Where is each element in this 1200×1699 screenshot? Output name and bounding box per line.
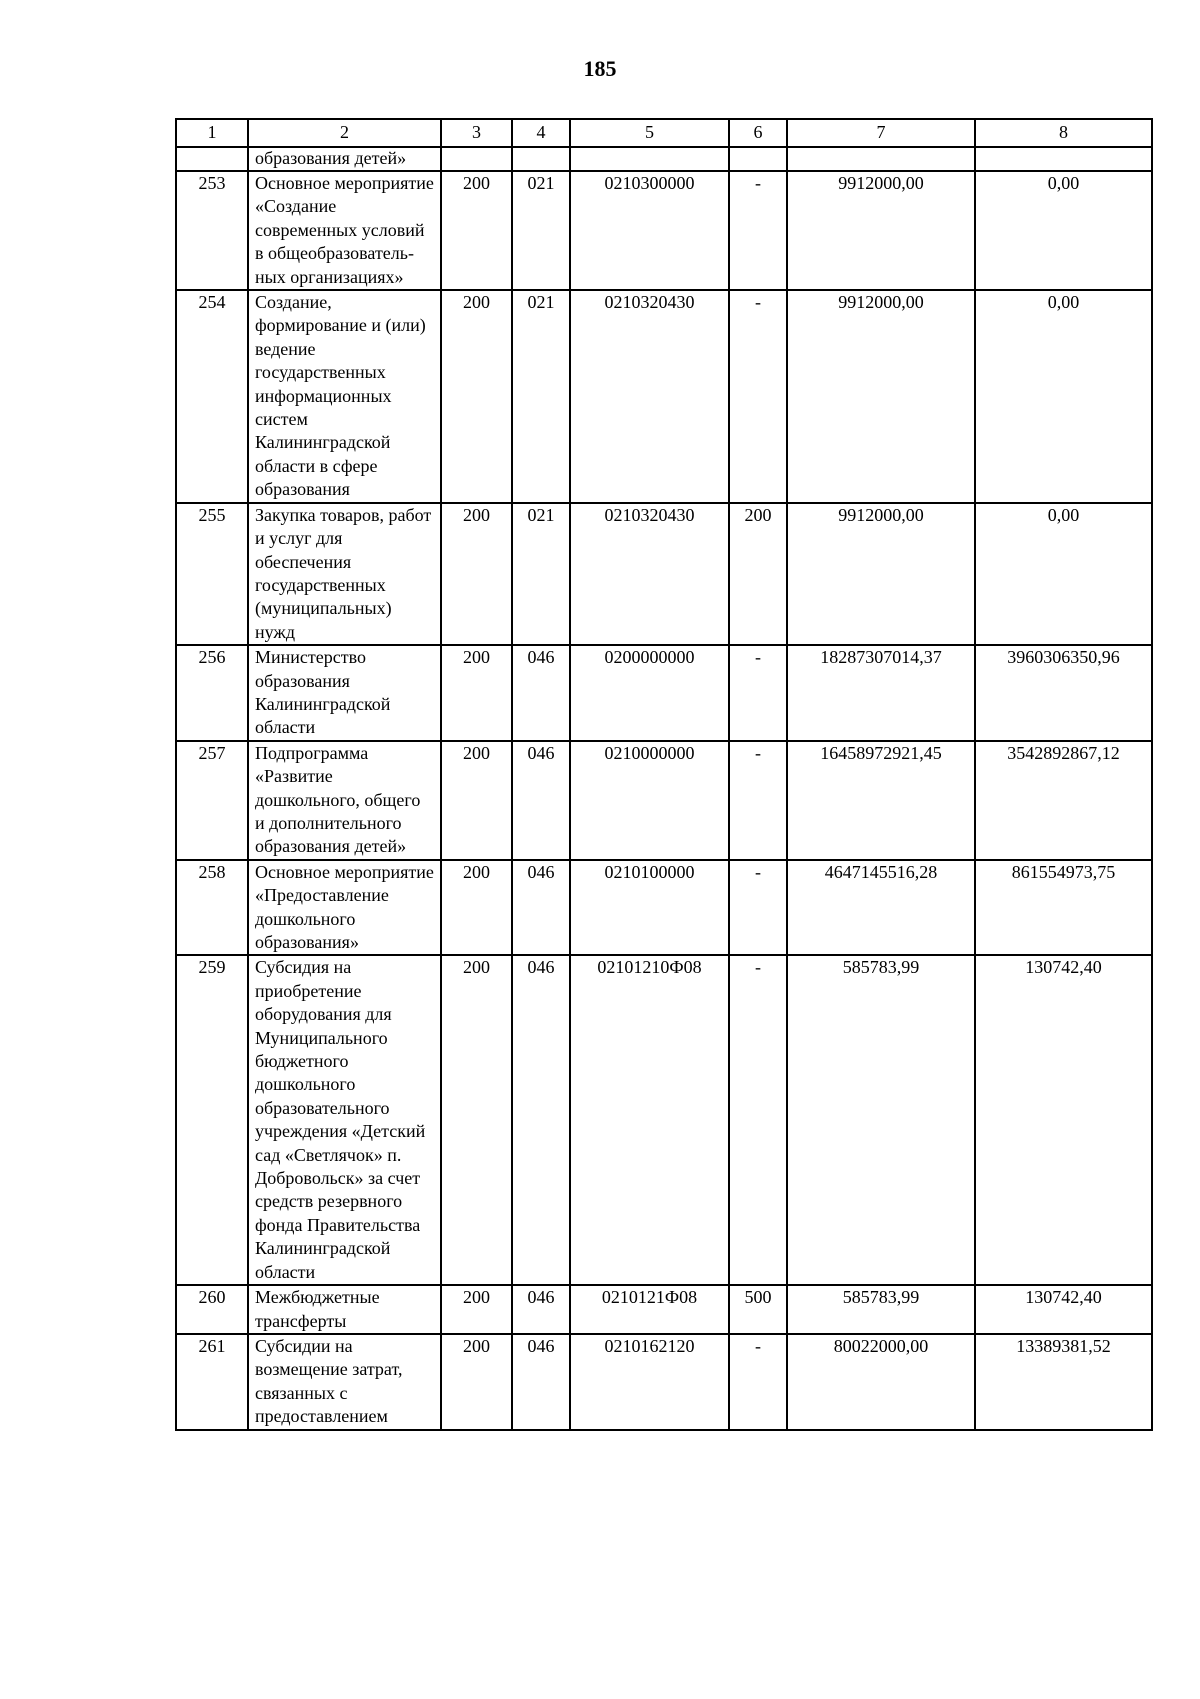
row-col4: 046: [512, 1285, 570, 1334]
row-col4: 046: [512, 955, 570, 1285]
row-code: 0210300000: [570, 171, 729, 290]
row-col4: 021: [512, 290, 570, 503]
header-row: [176, 119, 1152, 147]
row-number: 254: [176, 290, 248, 503]
row-name: Создание, формирование и (или) ведение государственных информационных систем Калининградской области в сфере образования: [248, 290, 441, 503]
col-header: 2: [248, 119, 441, 147]
col-header: 3: [441, 119, 512, 147]
row-col4: 046: [512, 741, 570, 860]
row-number: 258: [176, 860, 248, 956]
row-col3: 200: [441, 741, 512, 860]
row-amount-8: 130742,40: [975, 955, 1152, 1285]
row-name: Основное мероприятие «Предоставление дошкольного образования»: [248, 860, 441, 956]
row-code: 0210320430: [570, 290, 729, 503]
row-name: Министерство образования Калининградской области: [248, 645, 441, 741]
row-col4: 021: [512, 171, 570, 290]
row-code: 0210121Ф08: [570, 1285, 729, 1334]
row-amount-8: 3960306350,96: [975, 645, 1152, 741]
table-row: [176, 290, 1152, 503]
row-name: Закупка товаров, работ и услуг для обеспечения государственных (муниципальных) нужд: [248, 503, 441, 645]
col-header: 8: [975, 119, 1152, 147]
row-col6: 200: [729, 503, 787, 645]
row-amount-8: 861554973,75: [975, 860, 1152, 956]
row-name: Субсидии на возмещение затрат, связанных с предоставлением: [248, 1334, 441, 1430]
table-row: [176, 860, 1152, 956]
row-amount-8: 0,00: [975, 171, 1152, 290]
row-name: образования детей»: [248, 147, 441, 171]
row-col6: -: [729, 955, 787, 1285]
row-amount-8: 130742,40: [975, 1285, 1152, 1334]
row-col4: 046: [512, 645, 570, 741]
row-col3: 200: [441, 290, 512, 503]
row-col3: 200: [441, 860, 512, 956]
row-col6: -: [729, 741, 787, 860]
row-name: Основное мероприятие «Создание современных условий в общеобразователь-ных организациях»: [248, 171, 441, 290]
row-name: Субсидия на приобретение оборудования для Муниципального бюджетного дошкольного образовательного учреждения «Детский сад «Светлячок» п. Добровольск» за счет средств резервного фонда Правительства Калининградской области: [248, 955, 441, 1285]
row-col3: 200: [441, 503, 512, 645]
row-amount-7: 18287307014,37: [787, 645, 975, 741]
col-header: 5: [570, 119, 729, 147]
row-amount-8: 3542892867,12: [975, 741, 1152, 860]
row-col6: -: [729, 171, 787, 290]
row-code: 0210320430: [570, 503, 729, 645]
col-header: 1: [176, 119, 248, 147]
row-number: 253: [176, 171, 248, 290]
row-col3: 200: [441, 1285, 512, 1334]
table-row: [176, 503, 1152, 645]
row-code: 02101210Ф08: [570, 955, 729, 1285]
row-number: 257: [176, 741, 248, 860]
table-row: [176, 645, 1152, 741]
table-row: [176, 1285, 1152, 1334]
row-col6: 500: [729, 1285, 787, 1334]
col-header: 6: [729, 119, 787, 147]
table-row: [176, 741, 1152, 860]
row-amount-7: 9912000,00: [787, 171, 975, 290]
row-col3: 200: [441, 645, 512, 741]
row-col6: -: [729, 645, 787, 741]
row-col6: -: [729, 860, 787, 956]
row-col6: -: [729, 290, 787, 503]
row-name: Подпрограмма «Развитие дошкольного, общего и дополнительного образования детей»: [248, 741, 441, 860]
row-col4: 046: [512, 1334, 570, 1430]
row-col4: 046: [512, 860, 570, 956]
row-col3: 200: [441, 955, 512, 1285]
row-code: 0200000000: [570, 645, 729, 741]
row-number: 261: [176, 1334, 248, 1430]
row-number: 255: [176, 503, 248, 645]
row-col4: 021: [512, 503, 570, 645]
row-amount-8: 13389381,52: [975, 1334, 1152, 1430]
row-code: 0210162120: [570, 1334, 729, 1430]
continuation-row: [176, 147, 1152, 171]
row-amount-7: 585783,99: [787, 1285, 975, 1334]
row-amount-7: 9912000,00: [787, 290, 975, 503]
page-number: 185: [583, 56, 617, 81]
col-header: 7: [787, 119, 975, 147]
row-number: 259: [176, 955, 248, 1285]
row-col6: -: [729, 1334, 787, 1430]
row-amount-8: 0,00: [975, 503, 1152, 645]
row-col3: 200: [441, 1334, 512, 1430]
row-amount-7: 16458972921,45: [787, 741, 975, 860]
row-code: 0210000000: [570, 741, 729, 860]
row-amount-8: 0,00: [975, 290, 1152, 503]
table-row: [176, 1334, 1152, 1430]
row-name: Межбюджетные трансферты: [248, 1285, 441, 1334]
row-amount-7: 4647145516,28: [787, 860, 975, 956]
row-code: 0210100000: [570, 860, 729, 956]
row-col3: 200: [441, 171, 512, 290]
row-amount-7: 585783,99: [787, 955, 975, 1285]
row-amount-7: 80022000,00: [787, 1334, 975, 1430]
row-amount-7: 9912000,00: [787, 503, 975, 645]
budget-table: [175, 118, 1153, 1431]
table-row: [176, 955, 1152, 1285]
row-number: 260: [176, 1285, 248, 1334]
table-row: [176, 171, 1152, 290]
row-number: 256: [176, 645, 248, 741]
col-header: 4: [512, 119, 570, 147]
